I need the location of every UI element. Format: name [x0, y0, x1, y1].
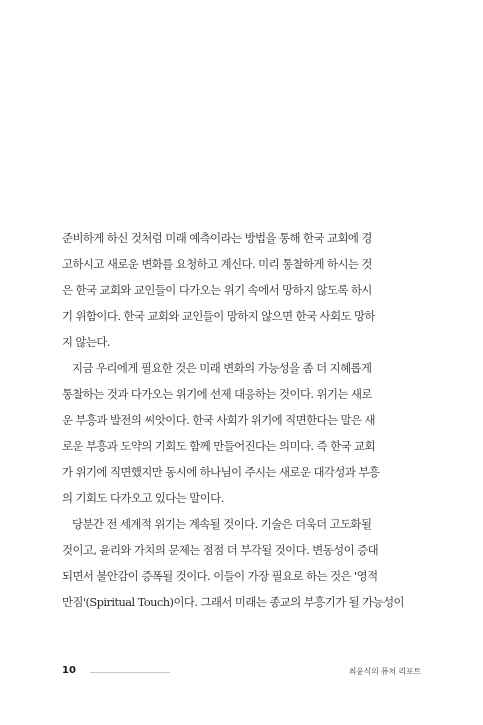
- page-number: 10: [62, 665, 76, 676]
- text-line: 고하시고 새로운 변화를 요청하고 계신다. 미리 통찰하게 하시는 것: [62, 257, 372, 271]
- text-line: 로운 부흥과 도약의 기회도 함께 만들어진다는 의미다. 즉 한국 교회: [62, 439, 375, 453]
- text-line: 만짐'(Spiritual Touch)이다. 그래서 미래는 종교의 부흥기가 될 가능성이: [62, 595, 405, 609]
- text-line: 가 위기에 직면했지만 동시에 하나님이 주시는 새로운 대각성과 부흥: [62, 465, 380, 479]
- text-line: 의 기회도 다가오고 있다는 말이다.: [62, 491, 224, 505]
- running-footer-title: 최윤식의 퓨처 리포트: [348, 667, 421, 676]
- text-line: 통찰하는 것과 다가오는 위기에 선제 대응하는 것이다. 위기는 새로: [62, 387, 372, 401]
- paragraph-first-line: 당분간 전 세계적 위기는 계속될 것이다. 기술은 더욱더 고도화될: [72, 517, 372, 531]
- text-line: 기 위함이다. 한국 교회와 교인들이 망하지 않으면 한국 사회도 망하: [62, 309, 375, 323]
- footer-divider: [90, 672, 170, 673]
- text-line: 준비하게 하신 것처럼 미래 예측이라는 방법을 통해 한국 교회에 경: [62, 231, 372, 245]
- text-line: 되면서 불안감이 증폭될 것이다. 이들이 가장 필요로 하는 것은 '영적: [62, 569, 378, 583]
- text-line: 지 않는다.: [62, 335, 110, 349]
- paragraph-first-line: 지금 우리에게 필요한 것은 미래 변화의 가능성을 좀 더 지혜롭게: [72, 361, 372, 375]
- text-line: 은 한국 교회와 교인들이 다가오는 위기 속에서 망하지 않도록 하시: [62, 283, 372, 297]
- text-line: 운 부흥과 발전의 씨앗이다. 한국 사회가 위기에 직면한다는 말은 새: [62, 413, 375, 427]
- text-line: 것이고, 윤리와 가치의 문제는 점점 더 부각될 것이다. 변동성이 증대: [62, 543, 379, 557]
